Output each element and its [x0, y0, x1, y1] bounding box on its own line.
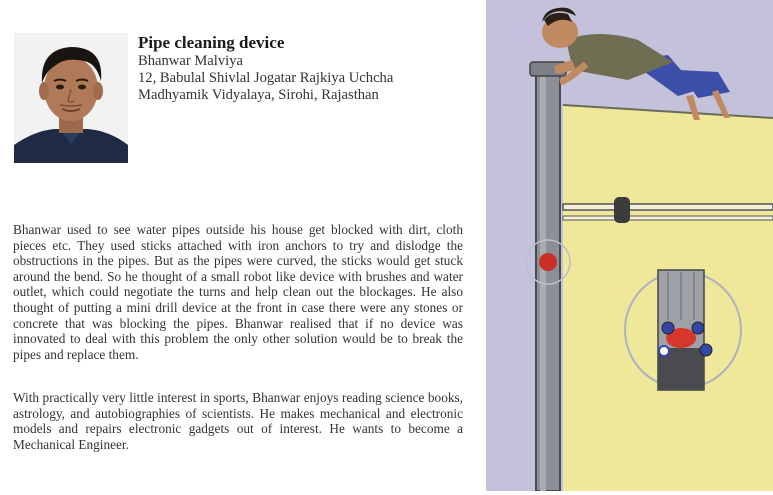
- article-title: Pipe cleaning device: [138, 33, 285, 52]
- illustration-drawing: [468, 0, 773, 491]
- portrait-image: [14, 33, 128, 163]
- article-paragraph-2: With practically very little interest in sports, Bhanwar enjoys reading science books, astrology, and autobiographies of scientists. He makes mechanical and electronic models and repairs electronic gadgets out of interest. He wants to become a Mechanical Engineer.: [13, 390, 463, 452]
- author-photo: [14, 33, 128, 163]
- school-line-2: Madhyamik Vidyalaya, Sirohi, Rajasthan: [138, 87, 379, 103]
- article-paragraph-1: Bhanwar used to see water pipes outside his house get blocked with dirt, cloth pieces etc. They used sticks attached with iron anchors to try and dislodge the obstructions in the pipes. But as the pipes were curved, the sticks would get stuck around the bend. So he thought of a small robot like device with brushes and water outlet, which could negotiate the turns and help clean out the blockages. He also thought of putting a mini drill device at the front in case there were any stones or concrete that was blocking the pipes. Bhanwar realised that if no device was innovated to deal with this problem the only other solution would be to break the pipes and replace them.: [13, 222, 463, 362]
- school-line-1: 12, Babulal Shivlal Jogatar Rajkiya Uchcha: [138, 70, 394, 86]
- author-name: Bhanwar Malviya: [138, 53, 243, 69]
- profile-header: [138, 33, 468, 104]
- pipe-cleaning-illustration: [468, 0, 773, 491]
